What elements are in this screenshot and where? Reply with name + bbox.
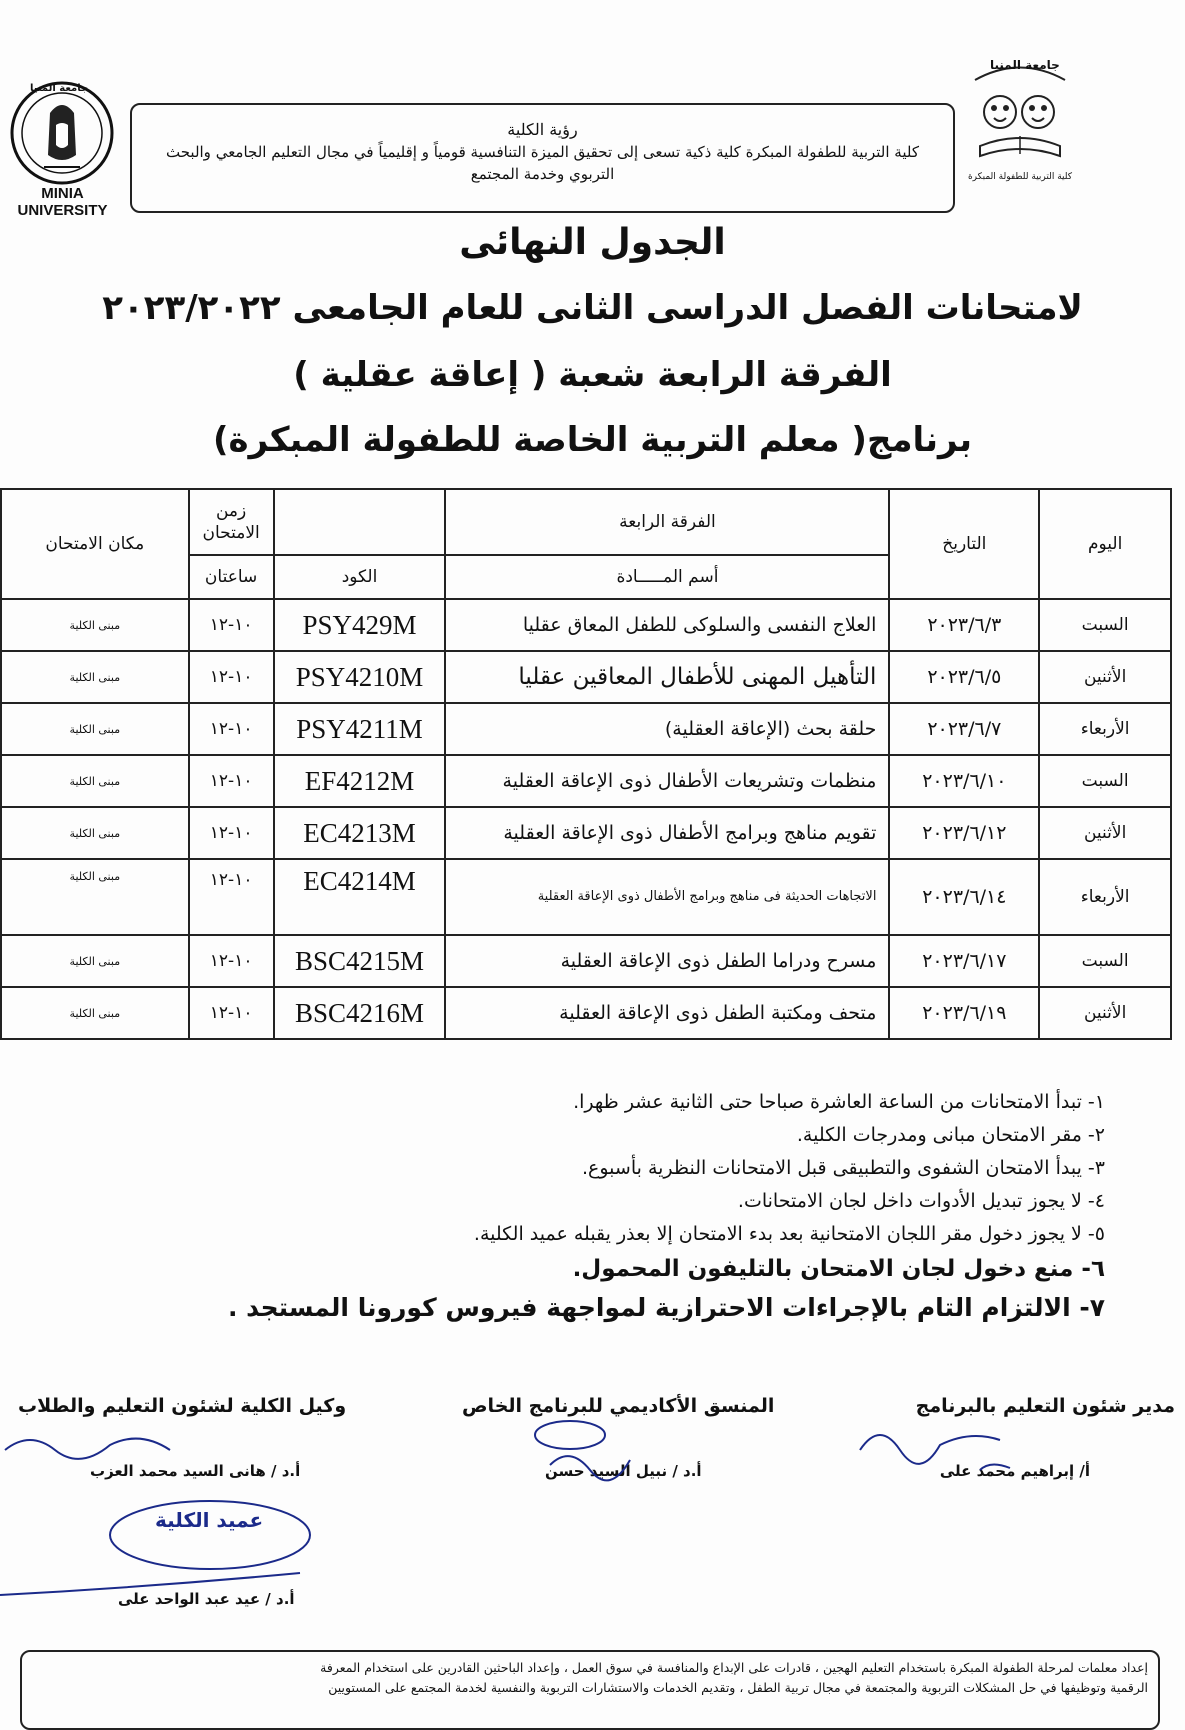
vice-dean-signature xyxy=(0,1420,240,1480)
row-subject: مسرح ودراما الطفل ذوى الإعاقة العقلية xyxy=(445,935,889,987)
row-time: ١٠-١٢ xyxy=(189,807,274,859)
row-place: مبنى الكلية xyxy=(1,987,189,1039)
exam-term-heading: لامتحانات الفصل الدراسى الثانى للعام الجامعى ٢٠٢٣/٢٠٢٢ xyxy=(102,288,1083,328)
table-row xyxy=(1,755,1171,807)
row-code: EF4212M xyxy=(274,755,446,807)
page-title: الجدول النهائى xyxy=(459,222,726,263)
row-time: ١٠-١٢ xyxy=(189,703,274,755)
row-time: ١٠-١٢ xyxy=(189,987,274,1039)
exam-notes xyxy=(0,1086,1105,1328)
level-heading: الفرقة الرابعة شعبة ( إعاقة عقلية ) xyxy=(293,355,892,395)
note-item: ٤- لا يجوز تبديل الأدوات داخل لجان الامتحانات. xyxy=(737,1190,1105,1212)
row-subject: حلقة بحث (الإعاقة العقلية) xyxy=(445,703,889,755)
row-date: ٢٠٢٣/٦/٣ xyxy=(889,599,1039,651)
director-signature xyxy=(840,1410,1040,1490)
note-item: ٥- لا يجوز دخول مقر اللجان الامتحانية بعد بدء الامتحان إلا بعذر يقبله عميد الكلية. xyxy=(473,1223,1105,1245)
row-code: PSY4210M xyxy=(274,651,446,703)
vision-box xyxy=(130,103,955,213)
table-row xyxy=(1,599,1171,651)
mission-line-2: الرقمية وتوظيفها في حل المشكلات التربوية والمجتمعة في مجال تربية الطفل ، وتقديم الخدمات والاستشارات التربوية والنفسية لخدمة المجتمع على المستويين xyxy=(328,1680,1148,1695)
row-code: EC4213M xyxy=(274,807,446,859)
row-day: الأثنين xyxy=(1039,807,1171,859)
row-place: مبنى الكلية xyxy=(1,935,189,987)
row-subject: تقويم مناهج وبرامج الأطفال ذوى الإعاقة العقلية xyxy=(445,807,889,859)
row-subject: متحف ومكتبة الطفل ذوى الإعاقة العقلية xyxy=(445,987,889,1039)
vision-line-2: التربوي وخدمة المجتمع xyxy=(470,165,615,183)
row-day: الأثنين xyxy=(1039,987,1171,1039)
exam-schedule-table xyxy=(0,488,1172,1040)
vision-line-1: كلية التربية للطفولة المبكرة كلية ذكية تسعى إلى تحقيق الميزة التنافسية قومياً و إقليمياً في مجال التعليم الجامعي والبحث xyxy=(166,143,919,161)
logo-arc-text: جامعة المنيا xyxy=(30,83,89,94)
row-subject: الاتجاهات الحديثة فى مناهج وبرامج الأطفال ذوى الإعاقة العقلية xyxy=(445,859,889,935)
row-code: BSC4216M xyxy=(274,987,446,1039)
note-item: ٢- مقر الامتحان مبانى ومدرجات الكلية. xyxy=(796,1124,1105,1146)
dean-name: أ.د / عيد عبد الواحد على xyxy=(118,1590,295,1608)
vice-dean-title: وكيل الكلية لشئون التعليم والطلاب xyxy=(18,1395,347,1417)
row-day: السبت xyxy=(1039,935,1171,987)
row-time: ١٠-١٢ xyxy=(189,755,274,807)
row-subject: منظمات وتشريعات الأطفال ذوى الإعاقة العقلية xyxy=(445,755,889,807)
row-day: السبت xyxy=(1039,755,1171,807)
row-date: ٢٠٢٣/٦/١٠ xyxy=(889,755,1039,807)
mission-line-1: إعداد معلمات لمرحلة الطفولة المبكرة باستخدام التعليم الهجين ، قادرات على الإبداع والمنافسة في سوق العمل ، وإعداد الباحثين القادرين على استخدام المعرفة xyxy=(320,1660,1148,1675)
director-name: أ/ إبراهيم محمد على xyxy=(939,1462,1090,1480)
row-time: ١٠-١٢ xyxy=(189,935,274,987)
header-level: الفرقة الرابعة xyxy=(445,489,889,555)
mission-box xyxy=(20,1650,1160,1730)
row-code: BSC4215M xyxy=(274,935,446,987)
header-code: الكود xyxy=(274,555,446,599)
table-row xyxy=(1,651,1171,703)
row-place: مبنى الكلية xyxy=(1,755,189,807)
row-date: ٢٠٢٣/٦/١٢ xyxy=(889,807,1039,859)
logo-faculty-name: كلية التربية للطفولة المبكرة xyxy=(967,172,1073,182)
vision-title: رؤية الكلية xyxy=(507,120,578,139)
table-row xyxy=(1,987,1171,1039)
row-place: مبنى الكلية xyxy=(1,807,189,859)
header-date: التاريخ xyxy=(889,489,1039,599)
row-date: ٢٠٢٣/٦/١٩ xyxy=(889,987,1039,1039)
note-item: ٦- منع دخول لجان الامتحان بالتليفون المحمول. xyxy=(572,1256,1105,1282)
table-row xyxy=(1,935,1171,987)
row-date: ٢٠٢٣/٦/١٧ xyxy=(889,935,1039,987)
dean-stamp-text: عميد الكلية xyxy=(155,1508,264,1532)
row-code: EC4214M xyxy=(274,859,446,935)
director-title: مدير شئون التعليم بالبرنامج xyxy=(915,1395,1175,1417)
header-duration: ساعتان xyxy=(189,555,274,599)
row-day: الأربعاء xyxy=(1039,859,1171,935)
header-place: مكان الامتحان xyxy=(1,489,189,599)
row-subject: التأهيل المهنى للأطفال المعاقين عقليا xyxy=(445,651,889,703)
row-time: ١٠-١٢ xyxy=(189,651,274,703)
coordinator-signature xyxy=(510,1410,660,1490)
minia-university-logo xyxy=(0,75,125,219)
header-time: زمن الامتحان xyxy=(189,489,274,555)
note-item: ٣- يبدأ الامتحان الشفوى والتطبيقى قبل الامتحانات النظرية بأسبوع. xyxy=(581,1157,1105,1179)
row-date: ٢٠٢٣/٦/٥ xyxy=(889,651,1039,703)
header-empty xyxy=(274,489,446,555)
logo-arc-text: جامعة المنيا xyxy=(990,58,1060,72)
table-row xyxy=(1,703,1171,755)
row-date: ٢٠٢٣/٦/١٤ xyxy=(889,859,1039,935)
row-code: PSY4211M xyxy=(274,703,446,755)
row-day: الأثنين xyxy=(1039,651,1171,703)
row-day: السبت xyxy=(1039,599,1171,651)
header-day: اليوم xyxy=(1039,489,1171,599)
row-subject: العلاج النفسى والسلوكى للطفل المعاق عقليا xyxy=(445,599,889,651)
header-subject: أسم المـــــادة xyxy=(445,555,889,599)
logo-university-name: MINIA UNIVERSITY xyxy=(17,185,108,219)
coordinator-title: المنسق الأكاديمي للبرنامج الخاص xyxy=(462,1395,775,1417)
vice-dean-name: أ.د / هانى السيد محمد العزب xyxy=(90,1462,301,1480)
faculty-logo xyxy=(960,50,1135,210)
row-place: مبنى الكلية xyxy=(1,599,189,651)
note-item: ١- تبدأ الامتحانات من الساعة العاشرة صباحا حتى الثانية عشر ظهرا. xyxy=(573,1091,1105,1113)
table-row xyxy=(1,859,1171,935)
row-code: PSY429M xyxy=(274,599,446,651)
row-time: ١٠-١٢ xyxy=(189,599,274,651)
note-item: ٧- الالتزام التام بالإجراءات الاحترازية لمواجهة فيروس كورونا المستجد . xyxy=(227,1293,1105,1322)
row-date: ٢٠٢٣/٦/٧ xyxy=(889,703,1039,755)
table-row xyxy=(1,807,1171,859)
row-time: ١٠-١٢ xyxy=(189,859,274,935)
row-place: مبنى الكلية xyxy=(1,859,189,935)
coordinator-name: أ.د / نبيل السيد حسن xyxy=(545,1462,702,1480)
row-day: الأربعاء xyxy=(1039,703,1171,755)
row-place: مبنى الكلية xyxy=(1,651,189,703)
program-heading: برنامج( معلم التربية الخاصة للطفولة المبكرة) xyxy=(213,420,972,460)
row-place: مبنى الكلية xyxy=(1,703,189,755)
